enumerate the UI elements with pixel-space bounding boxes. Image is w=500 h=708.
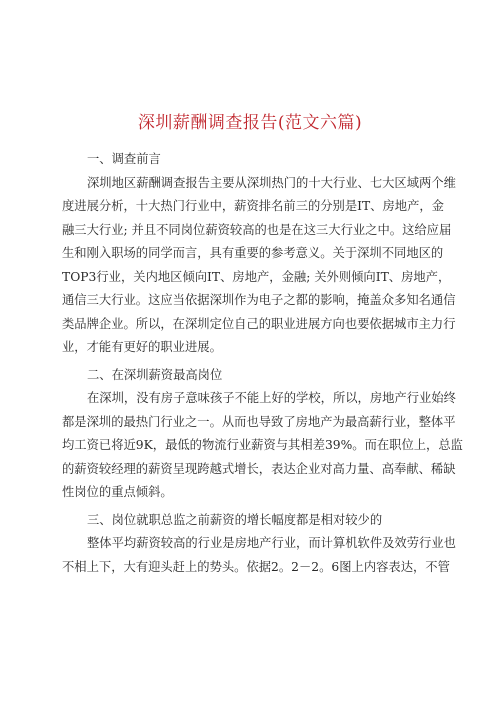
paragraph-line: 的薪资较经理的薪资呈现跨越式增长，表达企业对高力量、高奉献、稀缺 (62, 461, 456, 476)
paragraph (62, 387, 463, 505)
paragraph-line: 整体平均薪资较高的行业是房地产行业，而计算机软件及效劳行业也 (87, 536, 456, 550)
paragraph-line: 深圳地区薪酬调查报告主要从深圳热门的十大行业、七大区域两个维 (87, 175, 456, 190)
paragraph-line: TOP3行业，关内地区倾向IT、房地产，金融; 关外则倾向IT、房地产， (62, 269, 451, 284)
paragraph-line: 业，才能有更好的职业进展。 (62, 340, 222, 354)
section-heading: 一、调查前言 (87, 152, 161, 166)
paragraph-line: 度进展分析，十大热门行业中，薪资排名前三的分别是IT、房地产，金 (62, 199, 444, 213)
paragraph (62, 172, 456, 360)
document-body (62, 148, 463, 583)
paragraph-line: 在深圳，没有房子意味孩子不能上好的学校，所以，房地产行业始终 (87, 391, 456, 405)
document-title: 深圳薪酬调查报告(范文六篇) (137, 113, 363, 133)
paragraph-line: 融三大行业; 并且不同岗位薪资较高的也是在这三大行业之中。这给应届 (62, 222, 452, 237)
paragraph-line: 均工资已将近9K，最低的物流行业薪资与其相差39%。而在职位上，总监 (62, 438, 463, 452)
paragraph-line: 都是深圳的最热门行业之一。从而也导致了房地产为最高薪行业，整体平 (62, 414, 456, 429)
section-heading: 三、岗位就职总监之前薪资的增长幅度都是相对较少的 (87, 512, 383, 527)
paragraph-line: 生和刚入职场的同学而言，具有重要的参考意义。关于深圳不同地区的 (62, 246, 444, 260)
paragraph-line: 通信三大行业。这应当依据深圳作为电子之都的影响，掩盖众多知名通信 (62, 293, 456, 307)
paragraph (62, 532, 456, 579)
paragraph-line: 不相上下，大有迎头赶上的势头。依据2。2－2。6图上内容表达，不管 (62, 559, 450, 574)
paragraph-line: 性岗位的重点倾斜。 (62, 485, 173, 499)
paragraph-line: 类品牌企业。所以，在深圳定位自己的职业进展方向也要依据城市主力行 (62, 316, 456, 331)
section-heading: 二、在深圳薪资最高岗位 (87, 367, 223, 382)
